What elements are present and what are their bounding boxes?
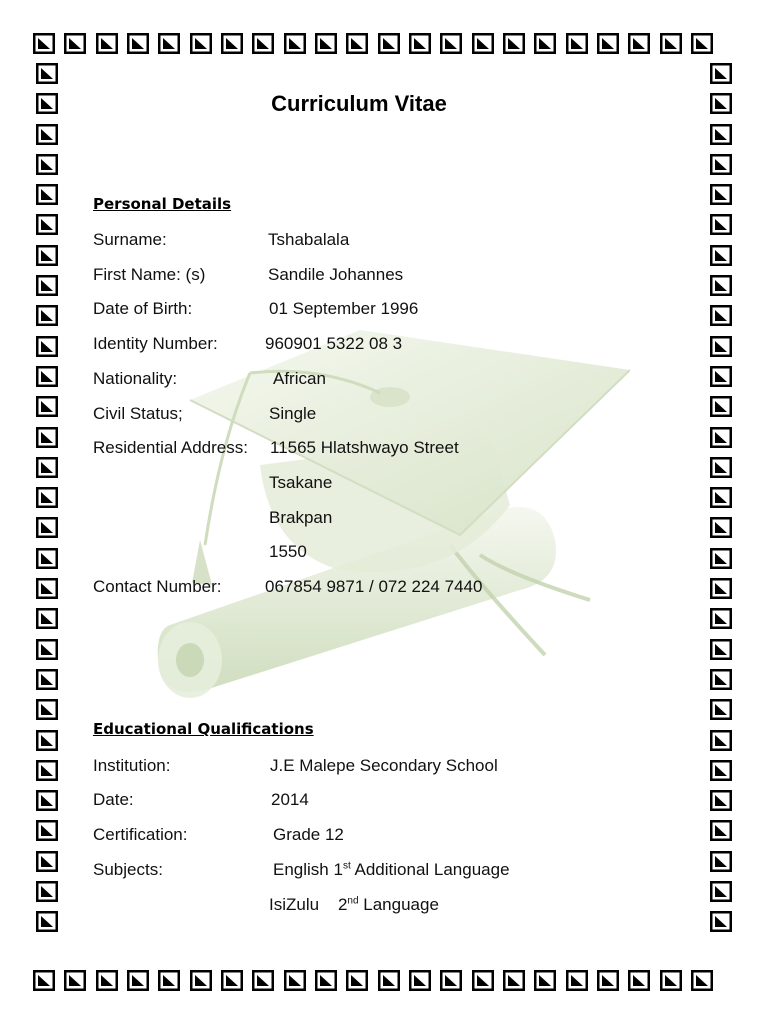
black-white-triangle-square-icon [597, 33, 619, 54]
address-line: Tsakane [269, 473, 333, 492]
address-line: 11565 Hlatshwayo Street [270, 438, 459, 457]
black-white-triangle-square-icon [691, 33, 713, 54]
black-white-triangle-square-icon [710, 275, 732, 296]
black-white-triangle-square-icon [710, 608, 732, 629]
black-white-triangle-square-icon [710, 730, 732, 751]
first-name-value: Sandile Johannes [268, 265, 404, 284]
black-white-triangle-square-icon [127, 33, 149, 54]
contact-label: Contact Number: [93, 577, 222, 596]
certification-label: Certification: [93, 825, 188, 844]
black-white-triangle-square-icon [710, 154, 732, 175]
black-white-triangle-square-icon [710, 305, 732, 326]
document-title: Curriculum Vitae [271, 91, 447, 116]
black-white-triangle-square-icon [503, 970, 525, 991]
black-white-triangle-square-icon [710, 396, 732, 417]
civil-status-value: Single [269, 404, 317, 423]
subject-ordinal: nd [347, 895, 359, 907]
black-white-triangle-square-icon [36, 790, 58, 811]
black-white-triangle-square-icon [566, 970, 588, 991]
black-white-triangle-square-icon [315, 970, 337, 991]
subject-suffix: Additional Language [350, 860, 510, 879]
black-white-triangle-square-icon [710, 760, 732, 781]
black-white-triangle-square-icon [33, 970, 55, 991]
black-white-triangle-square-icon [315, 33, 337, 54]
black-white-triangle-square-icon [284, 970, 306, 991]
id-number-value: 960901 5322 08 3 [265, 334, 403, 353]
black-white-triangle-square-icon [710, 245, 732, 266]
black-white-triangle-square-icon [628, 33, 650, 54]
black-white-triangle-square-icon [36, 608, 58, 629]
black-white-triangle-square-icon [660, 970, 682, 991]
black-white-triangle-square-icon [660, 33, 682, 54]
black-white-triangle-square-icon [284, 33, 306, 54]
black-white-triangle-square-icon [710, 427, 732, 448]
black-white-triangle-square-icon [36, 305, 58, 326]
black-white-triangle-square-icon [36, 366, 58, 387]
black-white-triangle-square-icon [472, 970, 494, 991]
black-white-triangle-square-icon [36, 820, 58, 841]
black-white-triangle-square-icon [96, 970, 118, 991]
black-white-triangle-square-icon [710, 639, 732, 660]
black-white-triangle-square-icon [710, 517, 732, 538]
black-white-triangle-square-icon [534, 33, 556, 54]
black-white-triangle-square-icon [36, 124, 58, 145]
black-white-triangle-square-icon [190, 970, 212, 991]
black-white-triangle-square-icon [36, 911, 58, 932]
subject-ordinal: st [342, 860, 351, 872]
civil-status-label: Civil Status; [93, 404, 183, 423]
black-white-triangle-square-icon [96, 33, 118, 54]
black-white-triangle-square-icon [252, 33, 274, 54]
black-white-triangle-square-icon [710, 851, 732, 872]
surname-label: Surname: [93, 230, 167, 249]
black-white-triangle-square-icon [710, 487, 732, 508]
certification-value: Grade 12 [273, 825, 344, 844]
black-white-triangle-square-icon [597, 970, 619, 991]
black-white-triangle-square-icon [628, 970, 650, 991]
black-white-triangle-square-icon [409, 970, 431, 991]
black-white-triangle-square-icon [440, 33, 462, 54]
black-white-triangle-square-icon [36, 760, 58, 781]
black-white-triangle-square-icon [252, 970, 274, 991]
black-white-triangle-square-icon [64, 970, 86, 991]
border-top [33, 33, 713, 54]
black-white-triangle-square-icon [710, 881, 732, 902]
institution-value: J.E Malepe Secondary School [270, 756, 498, 775]
black-white-triangle-square-icon [36, 275, 58, 296]
subject-item [269, 895, 439, 915]
black-white-triangle-square-icon [36, 669, 58, 690]
black-white-triangle-square-icon [36, 154, 58, 175]
black-white-triangle-square-icon [346, 970, 368, 991]
address-line: 1550 [269, 542, 307, 561]
black-white-triangle-square-icon [36, 487, 58, 508]
address-label: Residential Address: [93, 438, 248, 457]
black-white-triangle-square-icon [36, 396, 58, 417]
institution-label: Institution: [93, 756, 171, 775]
black-white-triangle-square-icon [710, 366, 732, 387]
black-white-triangle-square-icon [36, 517, 58, 538]
black-white-triangle-square-icon [221, 970, 243, 991]
black-white-triangle-square-icon [190, 33, 212, 54]
black-white-triangle-square-icon [346, 33, 368, 54]
black-white-triangle-square-icon [710, 699, 732, 720]
black-white-triangle-square-icon [440, 970, 462, 991]
id-number-label: Identity Number: [93, 334, 218, 353]
black-white-triangle-square-icon [36, 214, 58, 235]
black-white-triangle-square-icon [64, 33, 86, 54]
black-white-triangle-square-icon [36, 639, 58, 660]
contact-value: 067854 9871 / 072 224 7440 [265, 577, 483, 596]
black-white-triangle-square-icon [566, 33, 588, 54]
date-label: Date: [93, 790, 134, 809]
graduation-cap-and-diploma-icon [150, 325, 630, 705]
black-white-triangle-square-icon [36, 578, 58, 599]
subject-suffix: Language [358, 895, 439, 914]
black-white-triangle-square-icon [378, 970, 400, 991]
personal-details-heading: Personal Details [93, 195, 232, 213]
black-white-triangle-square-icon [36, 548, 58, 569]
black-white-triangle-square-icon [36, 184, 58, 205]
black-white-triangle-square-icon [36, 699, 58, 720]
black-white-triangle-square-icon [221, 33, 243, 54]
black-white-triangle-square-icon [36, 851, 58, 872]
black-white-triangle-square-icon [36, 245, 58, 266]
black-white-triangle-square-icon [158, 970, 180, 991]
black-white-triangle-square-icon [36, 427, 58, 448]
dob-value: 01 September 1996 [269, 299, 419, 318]
date-value: 2014 [271, 790, 309, 809]
nationality-value: African [273, 369, 326, 388]
surname-value: Tshabalala [268, 230, 350, 249]
black-white-triangle-square-icon [409, 33, 431, 54]
black-white-triangle-square-icon [710, 911, 732, 932]
black-white-triangle-square-icon [710, 63, 732, 84]
black-white-triangle-square-icon [710, 457, 732, 478]
black-white-triangle-square-icon [534, 970, 556, 991]
black-white-triangle-square-icon [710, 214, 732, 235]
black-white-triangle-square-icon [710, 124, 732, 145]
black-white-triangle-square-icon [710, 336, 732, 357]
subject-item [273, 860, 510, 880]
subject-name: IsiZulu 2 [269, 895, 348, 914]
black-white-triangle-square-icon [378, 33, 400, 54]
black-white-triangle-square-icon [710, 578, 732, 599]
black-white-triangle-square-icon [36, 336, 58, 357]
nationality-label: Nationality: [93, 369, 178, 388]
border-bottom [33, 970, 713, 991]
black-white-triangle-square-icon [710, 820, 732, 841]
subject-name: English 1 [273, 860, 343, 879]
border-right [710, 63, 732, 932]
black-white-triangle-square-icon [36, 881, 58, 902]
address-line: Brakpan [269, 508, 333, 527]
education-heading: Educational Qualifications [93, 720, 314, 738]
first-name-label: First Name: (s) [93, 265, 206, 284]
black-white-triangle-square-icon [36, 63, 58, 84]
black-white-triangle-square-icon [36, 457, 58, 478]
dob-label: Date of Birth: [93, 299, 193, 318]
black-white-triangle-square-icon [33, 33, 55, 54]
black-white-triangle-square-icon [710, 790, 732, 811]
black-white-triangle-square-icon [472, 33, 494, 54]
border-left [36, 63, 58, 932]
black-white-triangle-square-icon [127, 970, 149, 991]
black-white-triangle-square-icon [710, 669, 732, 690]
black-white-triangle-square-icon [691, 970, 713, 991]
subjects-label: Subjects: [93, 860, 163, 879]
black-white-triangle-square-icon [710, 548, 732, 569]
black-white-triangle-square-icon [503, 33, 525, 54]
black-white-triangle-square-icon [710, 184, 732, 205]
black-white-triangle-square-icon [158, 33, 180, 54]
black-white-triangle-square-icon [36, 730, 58, 751]
